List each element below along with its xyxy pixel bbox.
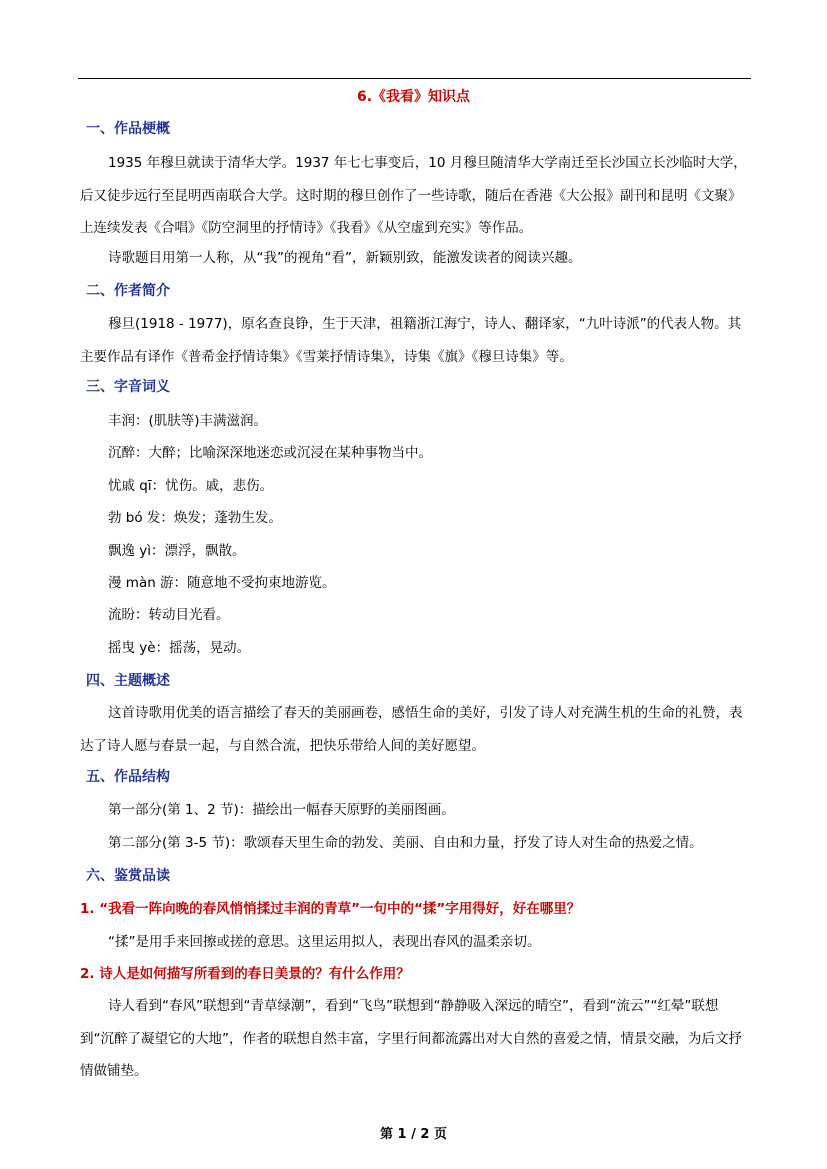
heading-author: 二、作者简介 xyxy=(86,283,170,299)
vocab-item: 忧戚 qī：忧伤。戚，悲伤。 xyxy=(108,478,274,494)
page-number: 第 1 / 2 页 xyxy=(380,1127,447,1142)
vocab-item: 勃 bó 发：焕发；蓬勃生发。 xyxy=(108,510,282,526)
answer-2: 诗人看到“春风”联想到“青草绿潮”，看到“飞鸟”联想到“静静吸入深远的晴空”，看到“流云”“红晕”联想到“沉醉了凝望它的大地”，作者的联想自然丰富，字里行间都流露出对大自然的喜爱之情，情景交融，为后文抒情做铺垫。 xyxy=(80,998,742,1079)
header-rule xyxy=(78,78,751,79)
heading-theme: 四、主题概述 xyxy=(86,673,170,689)
paragraph-summary-2: 诗歌题目用第一人称，从“我”的视角“看”，新颖别致，能激发读者的阅读兴趣。 xyxy=(108,250,582,266)
paragraph-theme: 这首诗歌用优美的语言描绘了春天的美丽画卷，感悟生命的美好，引发了诗人对充满生机的生命的礼赞，表达了诗人愿与春景一起，与自然合流，把快乐带给人间的美好愿望。 xyxy=(80,705,743,754)
structure-item: 第二部分(第 3-5 节)：歌颂春天里生命的勃发、美丽、自由和力量，抒发了诗人对生命的热爱之情。 xyxy=(108,835,703,851)
heading-appreciation: 六、鉴赏品读 xyxy=(86,868,170,884)
question-2: 2. 诗人是如何描写所看到的春日美景的？有什么作用？ xyxy=(80,966,410,982)
heading-summary: 一、作品梗概 xyxy=(86,121,170,137)
question-1: 1. “我看一阵向晚的春风悄悄揉过丰润的青草”一句中的“揉”字用得好，好在哪里？ xyxy=(80,901,581,917)
structure-item: 第一部分(第 1、2 节)：描绘出一幅春天原野的美丽图画。 xyxy=(108,802,455,818)
heading-structure: 五、作品结构 xyxy=(86,769,170,785)
vocab-item: 沉醉：大醉；比喻深深地迷恋或沉浸在某种事物当中。 xyxy=(108,445,432,461)
vocab-item: 漫 màn 游：随意地不受拘束地游览。 xyxy=(108,575,336,591)
vocab-item: 丰润：(肌肤等)丰满滋润。 xyxy=(108,413,268,429)
paragraph-summary-1: 1935 年穆旦就读于清华大学。1937 年七七事变后，10 月穆旦随清华大学南迁至长沙国立长沙临时大学，后又徒步远行至昆明西南联合大学。这时期的穆旦创作了一些诗歌，随后在香港《大公报》副刊和昆明《文聚》上连续发表《合唱》《防空洞里的抒情诗》《我看》《从空虚到充实》等作品。 xyxy=(80,155,747,236)
paragraph-author: 穆旦(1918 - 1977)，原名查良铮，生于天津，祖籍浙江海宁，诗人、翻译家，“九叶诗派”的代表人物。其主要作品有译作《普希金抒情诗集》《雪莱抒情诗集》，诗集《旗》《穆旦诗集》等。 xyxy=(80,316,742,365)
heading-vocabulary: 三、字音词义 xyxy=(86,379,170,395)
answer-1: “揉”是用手来回擦或搓的意思。这里运用拟人，表现出春风的温柔亲切。 xyxy=(108,934,541,950)
vocab-item: 流盼：转动目光看。 xyxy=(108,607,230,623)
vocab-item: 飘逸 yì：漂浮，飘散。 xyxy=(108,543,246,559)
document-title: 6.《我看》知识点 xyxy=(356,89,471,105)
vocab-item: 摇曳 yè：摇荡，晃动。 xyxy=(108,640,251,656)
